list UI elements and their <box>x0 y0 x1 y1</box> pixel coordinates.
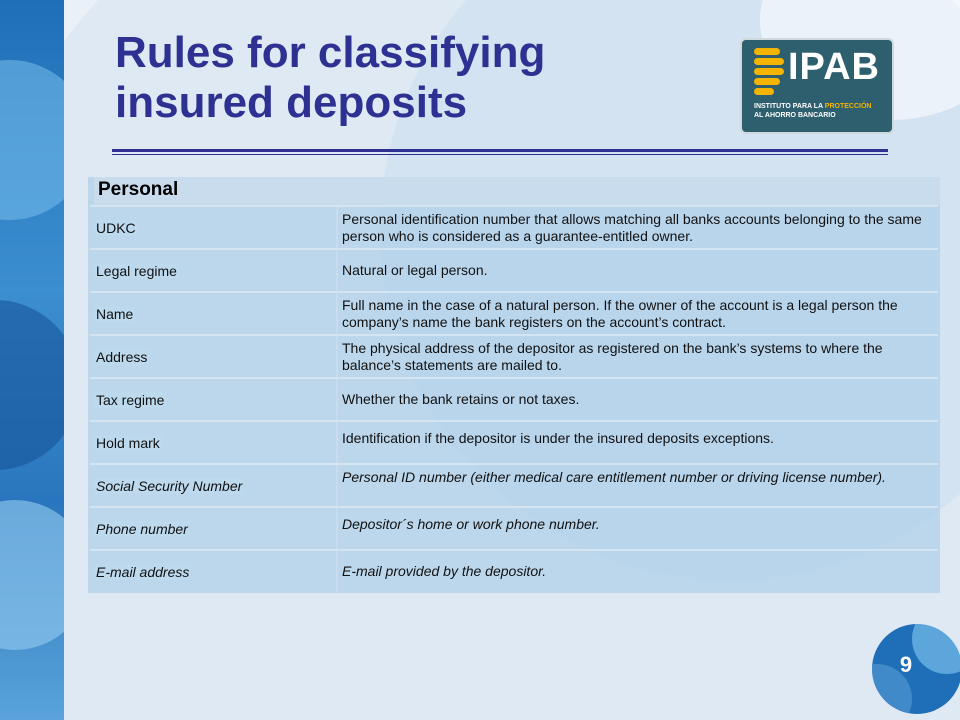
slide-title-line-2: insured deposits <box>115 78 468 127</box>
logo-wordmark: IPAB <box>788 46 880 88</box>
left-decorative-bar <box>0 0 64 720</box>
row-description: Natural or legal person. <box>342 262 488 278</box>
row-label: Social Security Number <box>96 477 243 494</box>
row-description: E-mail provided by the depositor. <box>342 563 547 579</box>
row-label: Phone number <box>96 520 188 537</box>
row-label: Legal regime <box>96 262 177 279</box>
table-row <box>90 205 938 248</box>
slide-title <box>115 28 715 128</box>
table-row <box>90 549 938 592</box>
row-description: Personal identification number that allows matching all banks accounts belonging to the same person who is considered as a guarantee-entitled owner. <box>342 211 922 244</box>
row-description: Depositor´s home or work phone number. <box>342 516 600 532</box>
row-label: Tax regime <box>96 391 165 408</box>
row-description: Whether the bank retains or not taxes. <box>342 391 580 407</box>
table-row <box>90 463 938 506</box>
row-description: Full name in the case of a natural person. If the owner of the account is a legal person the company’s name the bank registers on the account’s contract. <box>342 297 898 330</box>
section-title: Personal <box>98 179 179 200</box>
row-label: E-mail address <box>96 563 190 580</box>
table-row <box>90 506 938 549</box>
table-section-header <box>94 177 940 205</box>
title-underline <box>112 149 888 152</box>
row-description: Identification if the depositor is under the insured deposits exceptions. <box>342 430 774 446</box>
table-row <box>90 248 938 291</box>
row-description: The physical address of the depositor as registered on the bank’s systems to where the balance’s statements are mailed to. <box>342 340 883 373</box>
table-row <box>90 377 938 420</box>
table-row <box>90 334 938 377</box>
table-row <box>90 291 938 334</box>
logo-subtitle: INSTITUTO PARA LA PROTECCIÓN AL AHORRO BANCARIO <box>754 103 872 119</box>
slide-title-line-1: Rules for classifying <box>115 28 546 77</box>
row-label: Name <box>96 305 134 322</box>
page-number: 9 <box>899 652 913 677</box>
row-label: Hold mark <box>96 434 160 451</box>
logo-mark-icon <box>754 48 784 98</box>
table-row <box>90 420 938 463</box>
title-underline-thin <box>112 154 888 155</box>
row-label: Address <box>96 348 148 365</box>
row-description: Personal ID number (either medical care entitlement number or driving license number). <box>342 469 886 485</box>
ipab-logo <box>742 40 892 132</box>
row-label: UDKC <box>96 219 136 236</box>
